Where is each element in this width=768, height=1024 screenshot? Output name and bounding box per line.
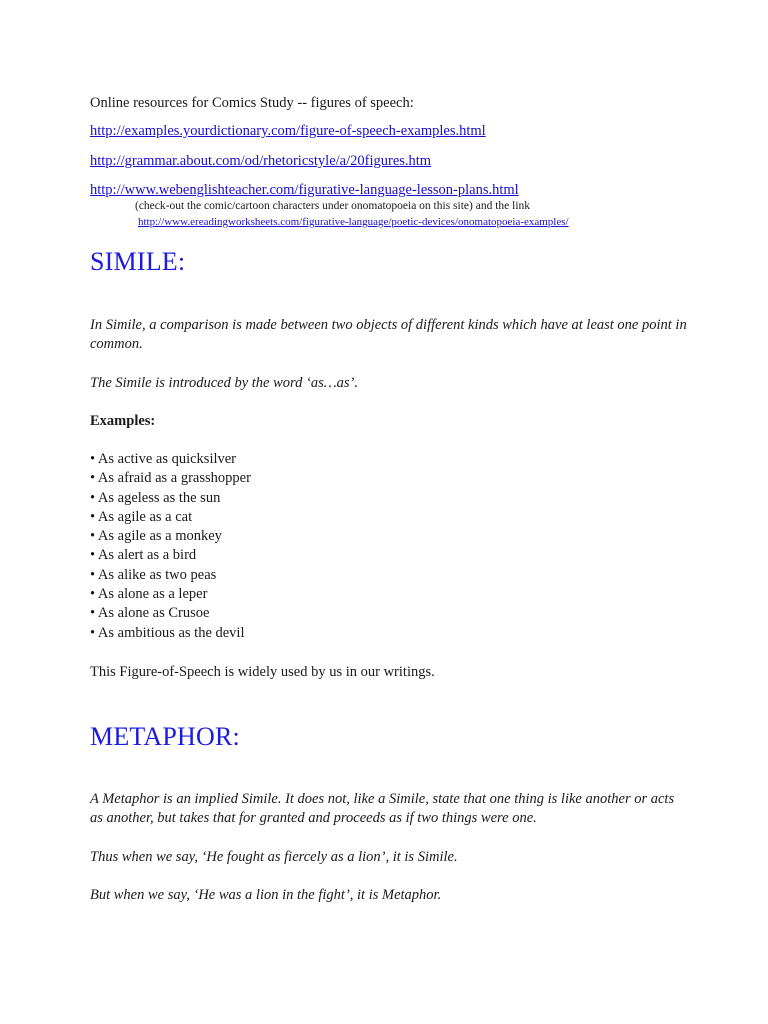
link-grammar-about[interactable]: http://grammar.about.com/od/rhetoricstyle/a/20figures.htm: [90, 153, 432, 169]
link-ereadingworksheets[interactable]: http://www.ereadingworksheets.com/figurative-language/poetic-devices/onomatopoeia-examples/: [138, 216, 569, 228]
list-item: • As alike as two peas: [90, 566, 217, 583]
list-item: • As agile as a cat: [90, 508, 193, 525]
list-item: • As ambitious as the devil: [90, 624, 245, 641]
simile-definition: In Simile, a comparison is made between two objects of different kinds which have at least one point in common.: [90, 317, 687, 352]
simile-heading: SIMILE:: [90, 247, 186, 276]
list-item: • As ageless as the sun: [90, 489, 221, 506]
simile-examples-list: [90, 450, 251, 643]
list-item: • As alone as a leper: [90, 586, 208, 603]
resources-title: Online resources for Comics Study -- figures of speech:: [90, 95, 414, 111]
list-item: • As alert as a bird: [90, 547, 197, 564]
simile-closing: This Figure-of-Speech is widely used by us in our writings.: [90, 664, 435, 680]
metaphor-example-simile: Thus when we say, ‘He fought as fiercely as a lion’, it is Simile.: [90, 849, 458, 865]
simile-intro-word: The Simile is introduced by the word ‘as…as’.: [90, 375, 358, 391]
metaphor-definition: A Metaphor is an implied Simile. It does not, like a Simile, state that one thing is like another or acts as another, but takes that for granted and proceeds as if two things were one.: [90, 791, 675, 826]
examples-label: Examples:: [90, 413, 156, 429]
link-yourdictionary[interactable]: http://examples.yourdictionary.com/figure-of-speech-examples.html: [90, 123, 486, 139]
link-webenglishteacher[interactable]: http://www.webenglishteacher.com/figurative-language-lesson-plans.html: [90, 182, 519, 198]
metaphor-heading: METAPHOR:: [90, 722, 240, 751]
list-item: • As agile as a monkey: [90, 528, 222, 545]
metaphor-example-metaphor: But when we say, ‘He was a lion in the fight’, it is Metaphor.: [90, 887, 442, 903]
list-item: • As afraid as a grasshopper: [90, 470, 251, 487]
list-item: • As active as quicksilver: [90, 451, 237, 467]
list-item: • As alone as Crusoe: [90, 605, 210, 622]
onomatopoeia-note: (check-out the comic/cartoon characters under onomatopoeia on this site) and the link: [135, 200, 531, 212]
